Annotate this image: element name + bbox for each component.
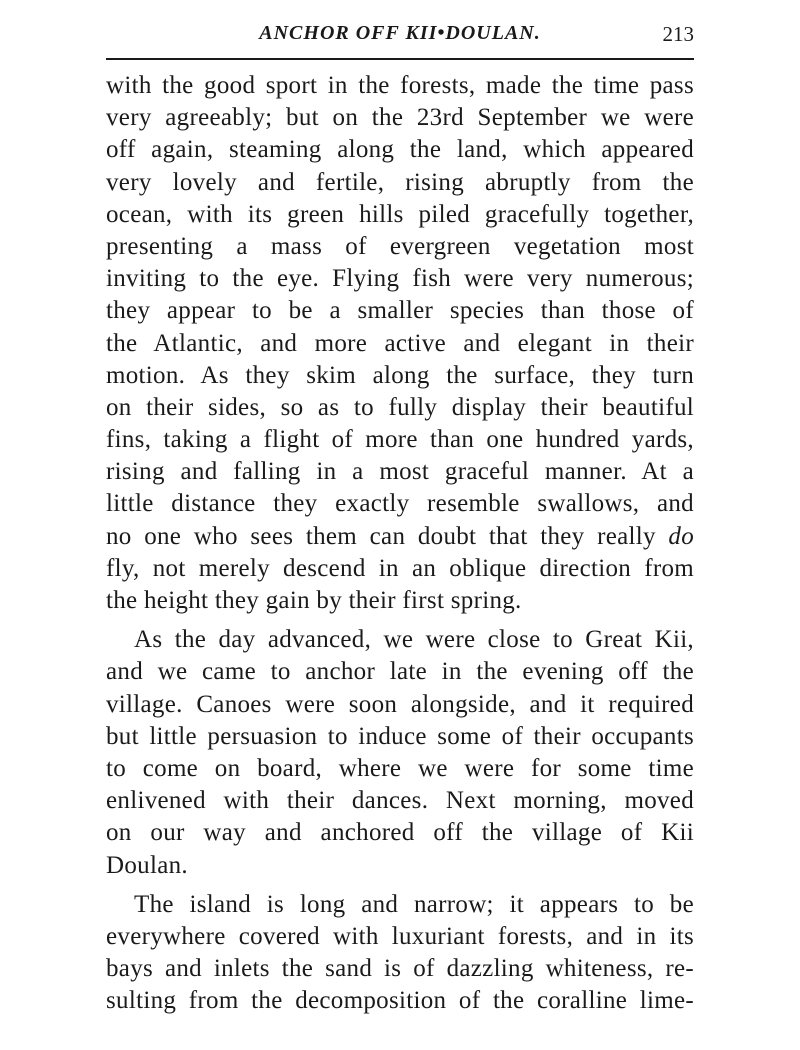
text-line: fly, not merely descend in an oblique direction from bbox=[106, 554, 694, 582]
text-line: The island is long and narrow; it appears to be bbox=[134, 890, 694, 918]
text-line: off again, steaming along the land, which appeared bbox=[106, 136, 694, 164]
paragraph-gap bbox=[106, 617, 694, 624]
paragraph-1 bbox=[106, 70, 694, 617]
header-rule bbox=[106, 58, 694, 60]
text-line: and we came to anchor late in the evening off the bbox=[106, 658, 694, 686]
text-line: to come on board, where we were for some time bbox=[106, 754, 694, 782]
text-line: bays and inlets the sand is of dazzling whiteness, re- bbox=[106, 955, 694, 983]
paragraph-gap bbox=[106, 882, 694, 889]
text-line: village. Canoes were soon alongside, and it required bbox=[106, 690, 694, 718]
text-segment: no one who sees them can doubt that they really bbox=[106, 522, 669, 550]
text-line: very agreeably; but on the 23rd September we were bbox=[106, 104, 694, 132]
text-line: the Atlantic, and more active and elegant in their bbox=[106, 329, 694, 357]
page-number: 213 bbox=[662, 22, 694, 46]
text-line: inviting to the eye. Flying fish were very numerous; bbox=[106, 265, 694, 293]
text-line: with the good sport in the forests, made the time pass bbox=[106, 72, 694, 99]
text-line: but little persuasion to induce some of their occupants bbox=[106, 722, 694, 750]
italic-word: do bbox=[668, 522, 694, 550]
text-line: presenting a mass of evergreen vegetation most bbox=[106, 232, 694, 260]
text-line: ocean, with its green hills piled gracefully together, bbox=[106, 200, 694, 228]
text-line: they appear to be a smaller species than those of bbox=[106, 297, 694, 325]
text-line: the height they gain by their first spring. bbox=[106, 587, 522, 614]
text-line: on their sides, so as to fully display their beautiful bbox=[106, 393, 694, 421]
text-line: everywhere covered with luxuriant forests, and in its bbox=[106, 922, 694, 950]
text-line: As the day advanced, we were close to Great Kii, bbox=[134, 626, 694, 654]
running-title: ANCHOR OFF KII•DOULAN. bbox=[259, 22, 541, 44]
text-line-with-italic bbox=[106, 521, 694, 553]
body-text bbox=[106, 70, 694, 1017]
text-line: little distance they exactly resemble swallows, and bbox=[106, 490, 694, 518]
text-line: very lovely and fertile, rising abruptly from the bbox=[106, 168, 694, 196]
text-line: on our way and anchored off the village of Kii bbox=[106, 819, 694, 847]
paragraph-2 bbox=[106, 624, 694, 882]
text-line: motion. As they skim along the surface, they turn bbox=[106, 361, 694, 389]
text-line: sulting from the decomposition of the coralline lime- bbox=[106, 987, 694, 1015]
text-line: Doulan. bbox=[106, 851, 188, 879]
text-line: rising and falling in a most graceful manner. At a bbox=[106, 458, 694, 486]
text-line: enlivened with their dances. Next morning, moved bbox=[106, 787, 694, 815]
text-line: fins, taking a flight of more than one hundred yards, bbox=[106, 426, 694, 454]
paragraph-3 bbox=[106, 889, 694, 1018]
running-head bbox=[106, 22, 694, 52]
